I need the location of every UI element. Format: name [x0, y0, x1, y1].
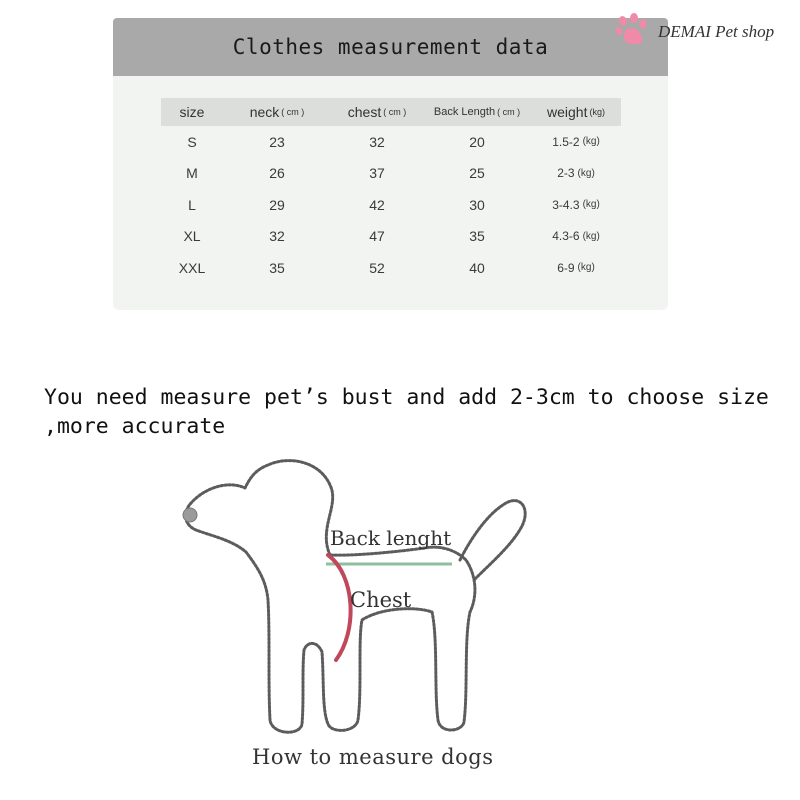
- header-unit: ( cm ): [383, 107, 407, 117]
- cell-back: 25: [469, 165, 485, 182]
- weight-value: 2-3: [557, 166, 575, 181]
- cell-neck: 23: [269, 133, 285, 150]
- chest-line: [328, 555, 351, 660]
- cell-chest: 37: [369, 165, 385, 182]
- cell-weight: [531, 135, 621, 149]
- table-row: [161, 189, 621, 221]
- weight-value: 6-9: [557, 260, 575, 275]
- weight-value: 4.3-6: [552, 229, 580, 244]
- cell-back: 30: [469, 196, 485, 213]
- dog-outline: [186, 461, 475, 733]
- cell-weight: [531, 166, 621, 180]
- table-row: [161, 126, 621, 158]
- weight-value: 1.5-2: [552, 134, 580, 149]
- header-back-length: [423, 106, 531, 118]
- header-unit: (kg): [589, 107, 605, 117]
- header-size: [161, 104, 223, 120]
- cell-size: S: [187, 133, 197, 150]
- weight-value: 3-4.3: [552, 197, 580, 212]
- instruction-text: You need measure pet’s bust and add 2-3cm to choose size ,more accurate: [44, 385, 769, 439]
- cell-back: 35: [469, 228, 485, 245]
- dog-diagram: [150, 450, 570, 790]
- header-label: chest: [347, 104, 382, 120]
- cell-weight: [531, 261, 621, 275]
- header-unit: ( cm ): [281, 107, 305, 117]
- cell-chest: 42: [369, 196, 385, 213]
- card-title: Clothes measurement data: [232, 35, 549, 59]
- cell-weight: [531, 229, 621, 243]
- header-chest: [331, 104, 423, 120]
- header-label: Back Length: [433, 106, 496, 118]
- cell-chest: 32: [369, 133, 385, 150]
- weight-unit: (kg): [582, 136, 600, 148]
- weight-unit: (kg): [577, 167, 595, 179]
- card-header: [113, 18, 668, 76]
- cell-neck: 29: [269, 196, 285, 213]
- cell-back: 20: [469, 133, 485, 150]
- header-neck: [223, 104, 331, 120]
- header-label: weight: [547, 104, 588, 120]
- dog-nose: [183, 508, 197, 522]
- cell-neck: 26: [269, 165, 285, 182]
- cell-size: XL: [183, 228, 201, 245]
- cell-size: XXL: [178, 259, 206, 276]
- cell-size: M: [186, 165, 198, 182]
- table-header: [161, 98, 621, 126]
- cell-chest: 52: [369, 259, 385, 276]
- cell-chest: 47: [369, 228, 385, 245]
- cell-back: 40: [469, 259, 485, 276]
- weight-unit: (kg): [577, 262, 595, 274]
- measurement-card: [113, 18, 668, 310]
- table-row: [161, 252, 621, 284]
- table-row: [161, 158, 621, 190]
- header-label: size: [179, 104, 205, 120]
- chest-label: Chest: [350, 588, 412, 612]
- header-unit: ( cm ): [497, 107, 521, 117]
- diagram-caption: How to measure dogs: [252, 745, 494, 769]
- paw-icon: [614, 12, 650, 48]
- header-label: neck: [249, 104, 280, 120]
- cell-neck: 32: [269, 228, 285, 245]
- size-table: [161, 98, 621, 284]
- cell-weight: [531, 198, 621, 212]
- cell-neck: 35: [269, 259, 285, 276]
- back-length-label: Back lenght: [330, 526, 452, 550]
- header-weight: [531, 104, 621, 120]
- table-row: [161, 221, 621, 253]
- shop-name: DEMAI Pet shop: [658, 22, 775, 41]
- weight-unit: (kg): [582, 230, 600, 242]
- weight-unit: (kg): [582, 199, 600, 211]
- cell-size: L: [188, 196, 196, 213]
